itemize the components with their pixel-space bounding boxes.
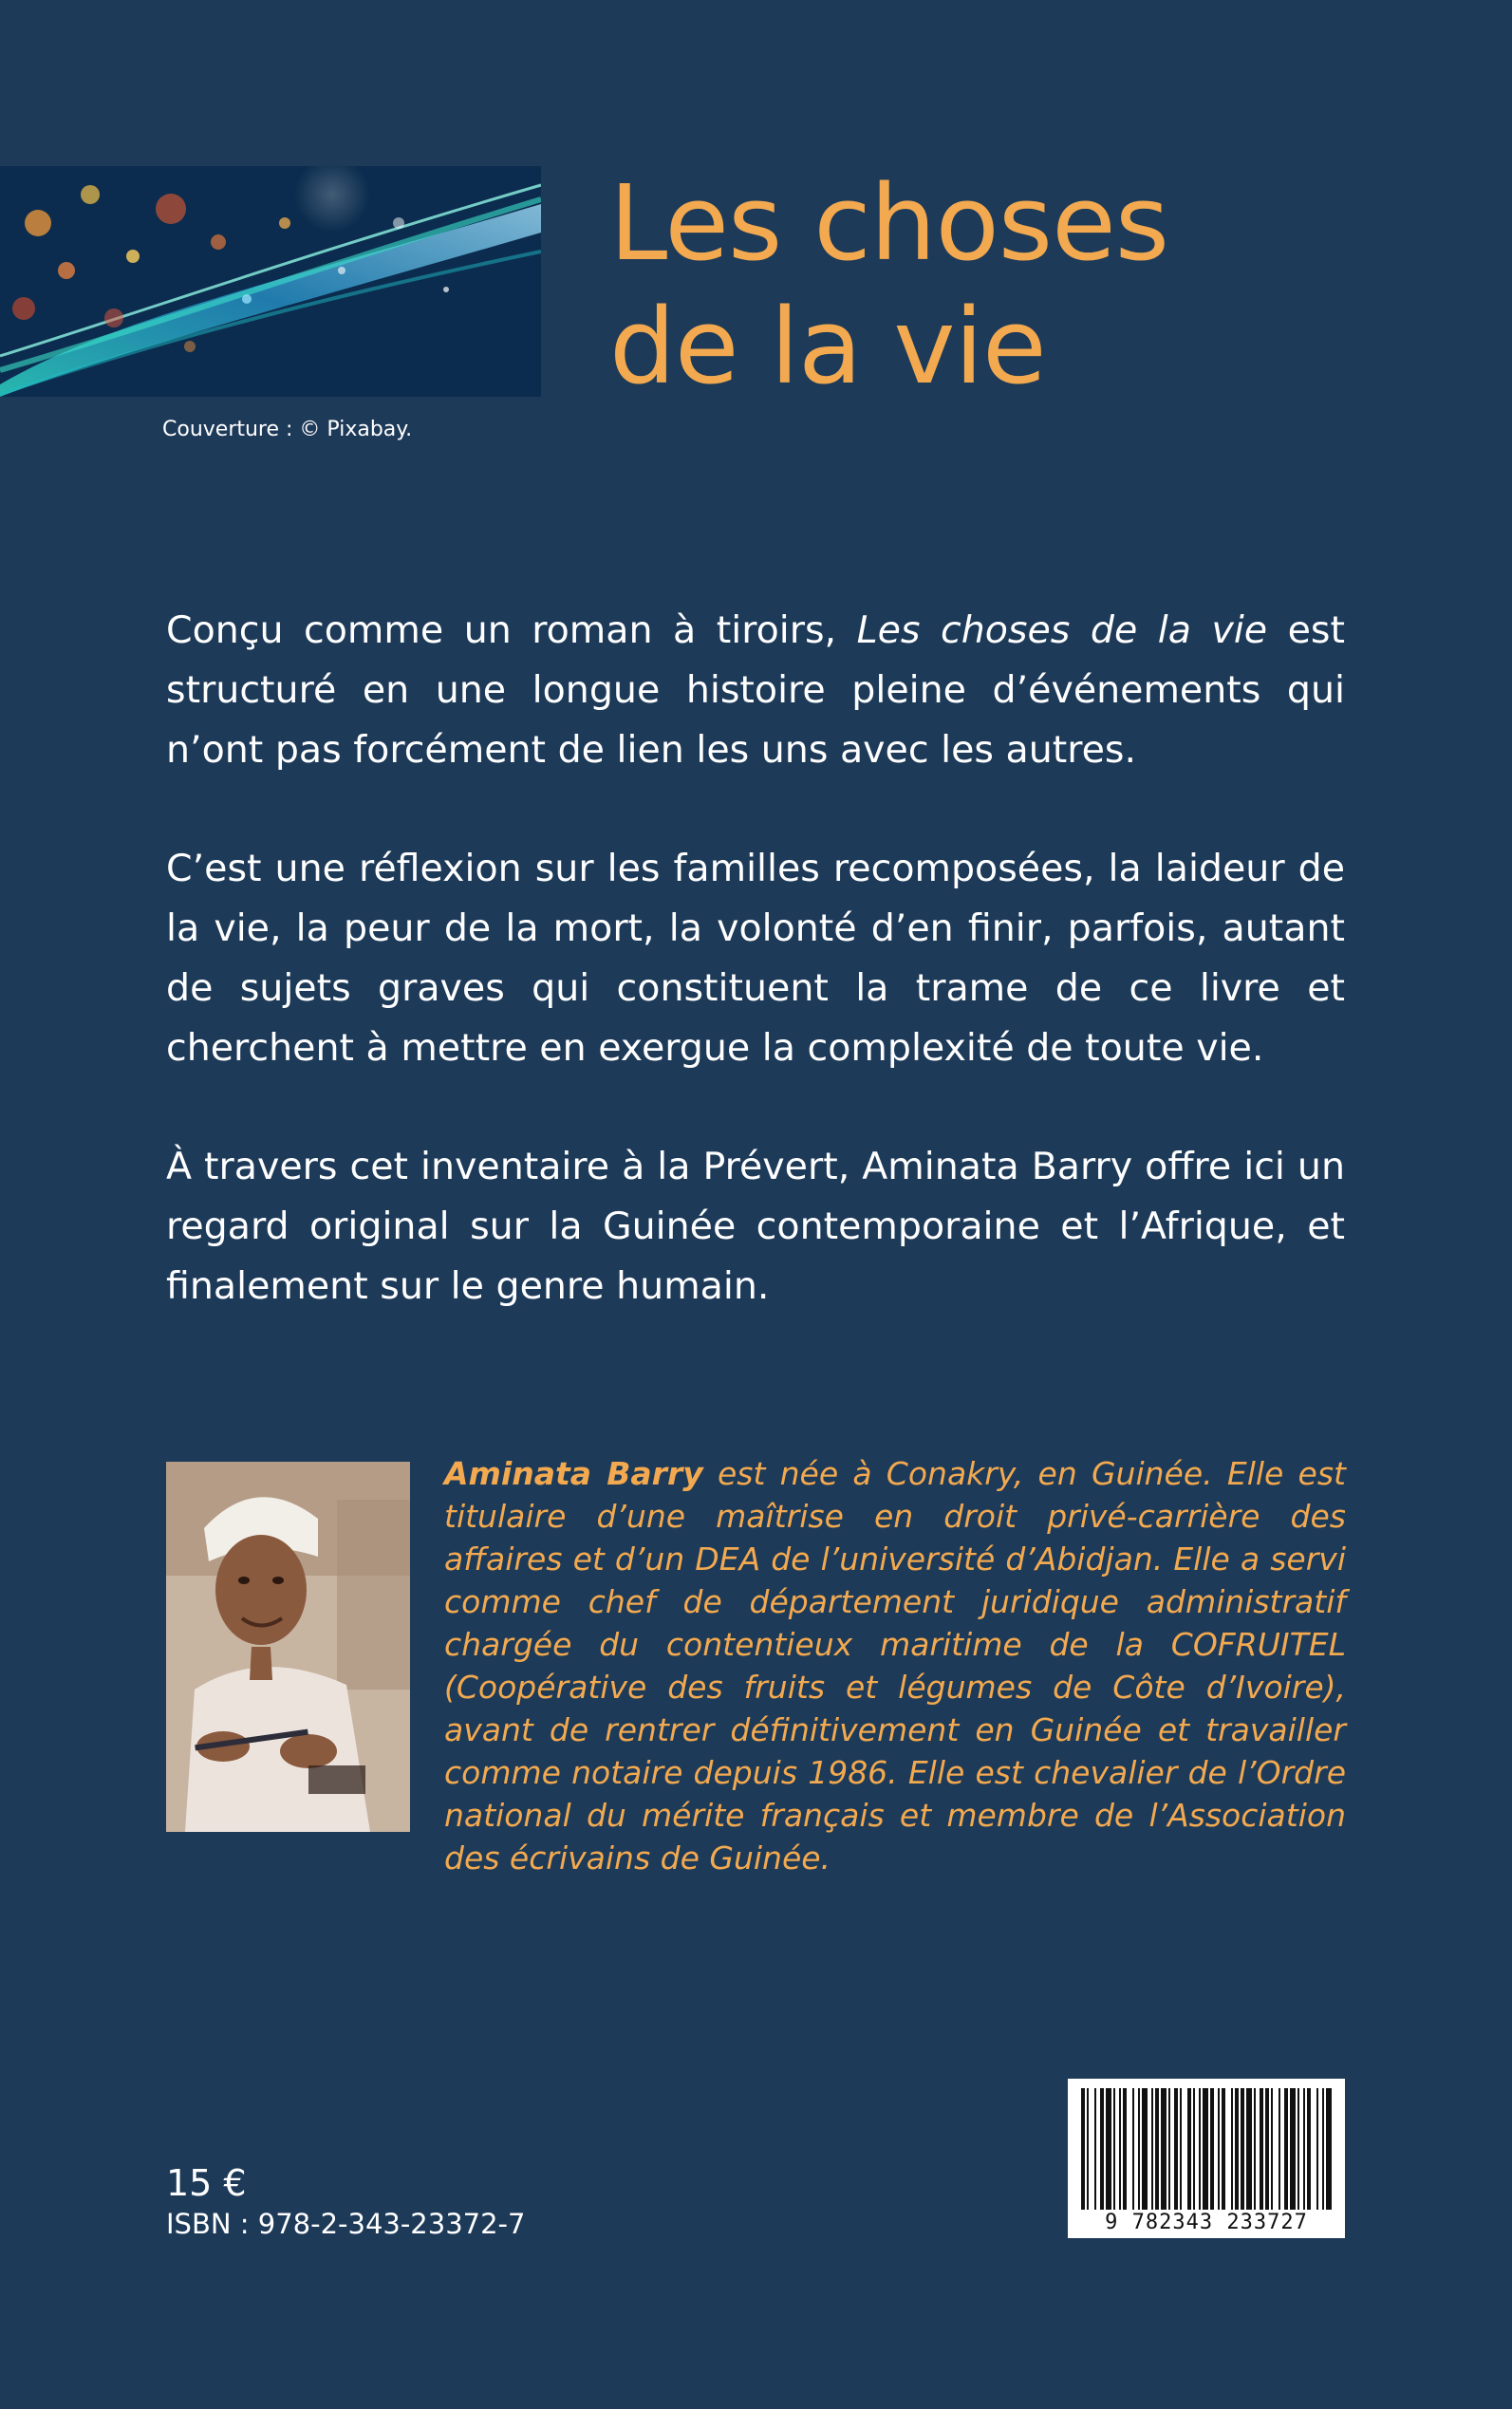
barcode-bar [1199, 2088, 1201, 2210]
barcode-bar [1326, 2088, 1332, 2210]
barcode-bar [1151, 2088, 1153, 2210]
barcode-bar [1316, 2088, 1318, 2210]
isbn: ISBN : 978-2-343-23372-7 [166, 2208, 526, 2240]
barcode-bar [1180, 2088, 1182, 2210]
barcode-bar [1231, 2088, 1233, 2210]
blurb-paragraph-3: À travers cet inventaire à la Prévert, Aminata Barry offre ici un regard original sur la Guinée contemporaine et l’Afrique, et finalement sur le genre humain. [166, 1145, 1345, 1308]
author-photo [166, 1462, 410, 1832]
barcode-bar [1081, 2088, 1085, 2210]
blurb-p1-book-title: Les choses de la vie [856, 608, 1268, 652]
title-line-2: de la vie [609, 286, 1046, 407]
barcode-bar [1138, 2088, 1140, 2210]
barcode-bar [1187, 2088, 1191, 2210]
barcode-bar [1119, 2088, 1121, 2210]
barcode-bar [1218, 2088, 1220, 2210]
barcode-bar [1284, 2088, 1288, 2210]
blurb-p1-text: Conçu comme un roman à tiroirs, [166, 608, 857, 652]
author-bio-text: est née à Conakry, en Guinée. Elle est titulaire d’une maîtrise en droit privé-carrière des affaires et d’un DEA de l’université d’Abidjan. Elle a servi comme chef de département juridique administratif chargée du contentieux maritime de la COFRUITEL (Coopérative des fruits et légumes de Côte d’Ivoire), avant de rentrer définitivement en Guinée et travailler comme notaire depuis 1986. Elle est chevalier de l’Ordre national du mérite français et membre de l’Association des écrivains de Guinée. [444, 1455, 1346, 1877]
barcode-bar [1100, 2088, 1104, 2210]
cover-credit: Couverture : © Pixabay. [162, 418, 413, 441]
barcode-bar [1241, 2088, 1244, 2210]
barcode-bar [1260, 2088, 1263, 2210]
blurb-p1-text-end: est structuré en une longue histoire pleine d’événements qui n’ont pas forcément de lien les uns avec les autres. [166, 608, 1345, 772]
barcode-bar [1174, 2088, 1178, 2210]
barcode-bar [1210, 2088, 1214, 2210]
cover-image [0, 166, 541, 397]
barcode-bar [1265, 2088, 1269, 2210]
barcode-bar [1203, 2088, 1208, 2210]
author-bio [444, 1452, 1346, 1879]
barcode-bar [1290, 2088, 1296, 2210]
barcode-bar [1168, 2088, 1170, 2210]
author-name: Aminata Barry [444, 1455, 703, 1492]
barcode-bar [1303, 2088, 1305, 2210]
barcode-bar [1094, 2088, 1096, 2210]
barcode-number: 9 782343 233727 [1068, 2211, 1345, 2234]
barcode-bar [1113, 2088, 1115, 2210]
barcode-bar [1271, 2088, 1273, 2210]
barcode [1068, 2079, 1345, 2238]
barcode-bar [1279, 2088, 1280, 2210]
barcode-bar [1235, 2088, 1239, 2210]
barcode-bar [1254, 2088, 1256, 2210]
barcode-bar [1193, 2088, 1195, 2210]
barcode-bar [1123, 2088, 1127, 2210]
title-line-1: Les choses [609, 162, 1169, 284]
barcode-bar [1132, 2088, 1134, 2210]
barcode-bar [1297, 2088, 1299, 2210]
barcode-bar [1222, 2088, 1225, 2210]
blurb [166, 601, 1345, 1317]
barcode-bar [1142, 2088, 1148, 2210]
book-title [609, 161, 1274, 408]
barcode-bar [1322, 2088, 1324, 2210]
barcode-bar [1155, 2088, 1159, 2210]
barcode-bar [1161, 2088, 1167, 2210]
barcode-bar [1246, 2088, 1252, 2210]
price: 15 € [166, 2162, 247, 2204]
barcode-bar [1106, 2088, 1111, 2210]
barcode-bar [1087, 2088, 1089, 2210]
blurb-paragraph-1 [166, 601, 1345, 780]
barcode-bar [1307, 2088, 1311, 2210]
blurb-paragraph-2: C’est une réflexion sur les familles recomposées, la laideur de la vie, la peur de la mort, la volonté d’en finir, parfois, autant de sujets graves qui constituent la trame de ce livre et cherchent à mettre en exergue la complexité de toute vie. [166, 847, 1345, 1070]
